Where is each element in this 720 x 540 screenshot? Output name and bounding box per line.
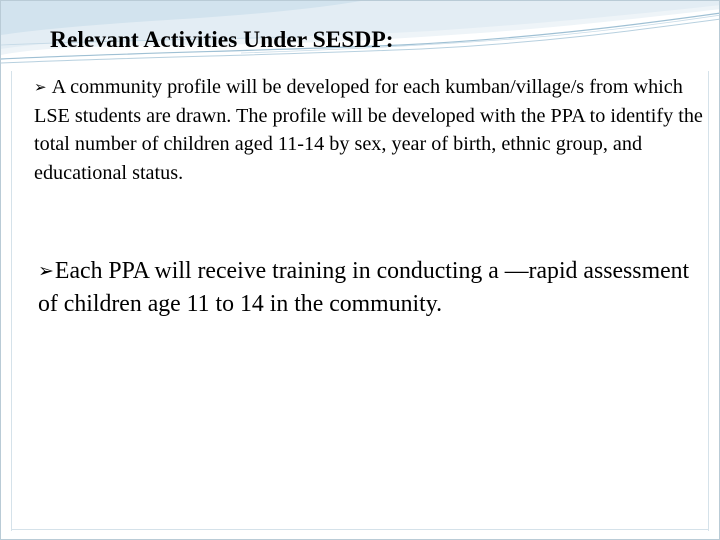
bullet-text: Each PPA will receive training in conducting a —rapid assessment of children age 11 to 14 in the community. [38, 258, 690, 317]
bullet-ppa-training [38, 255, 698, 321]
frame-bottom-border [11, 529, 709, 530]
frame-left-border [11, 71, 12, 531]
frame-right-border [708, 71, 709, 531]
arrow-bullet-icon: ➢ [38, 260, 54, 282]
arrow-bullet-icon: ➢ [34, 78, 47, 96]
bullet-text: A community profile will be developed for each kumban/village/s from which LSE students are drawn. The profile will be developed with the PPA to identify the total number of children aged 11-14 by sex, year of birth, ethnic group, and educational status. [34, 76, 703, 184]
slide-title: Relevant Activities Under SESDP: [50, 27, 394, 53]
bullet-community-profile [34, 73, 704, 187]
